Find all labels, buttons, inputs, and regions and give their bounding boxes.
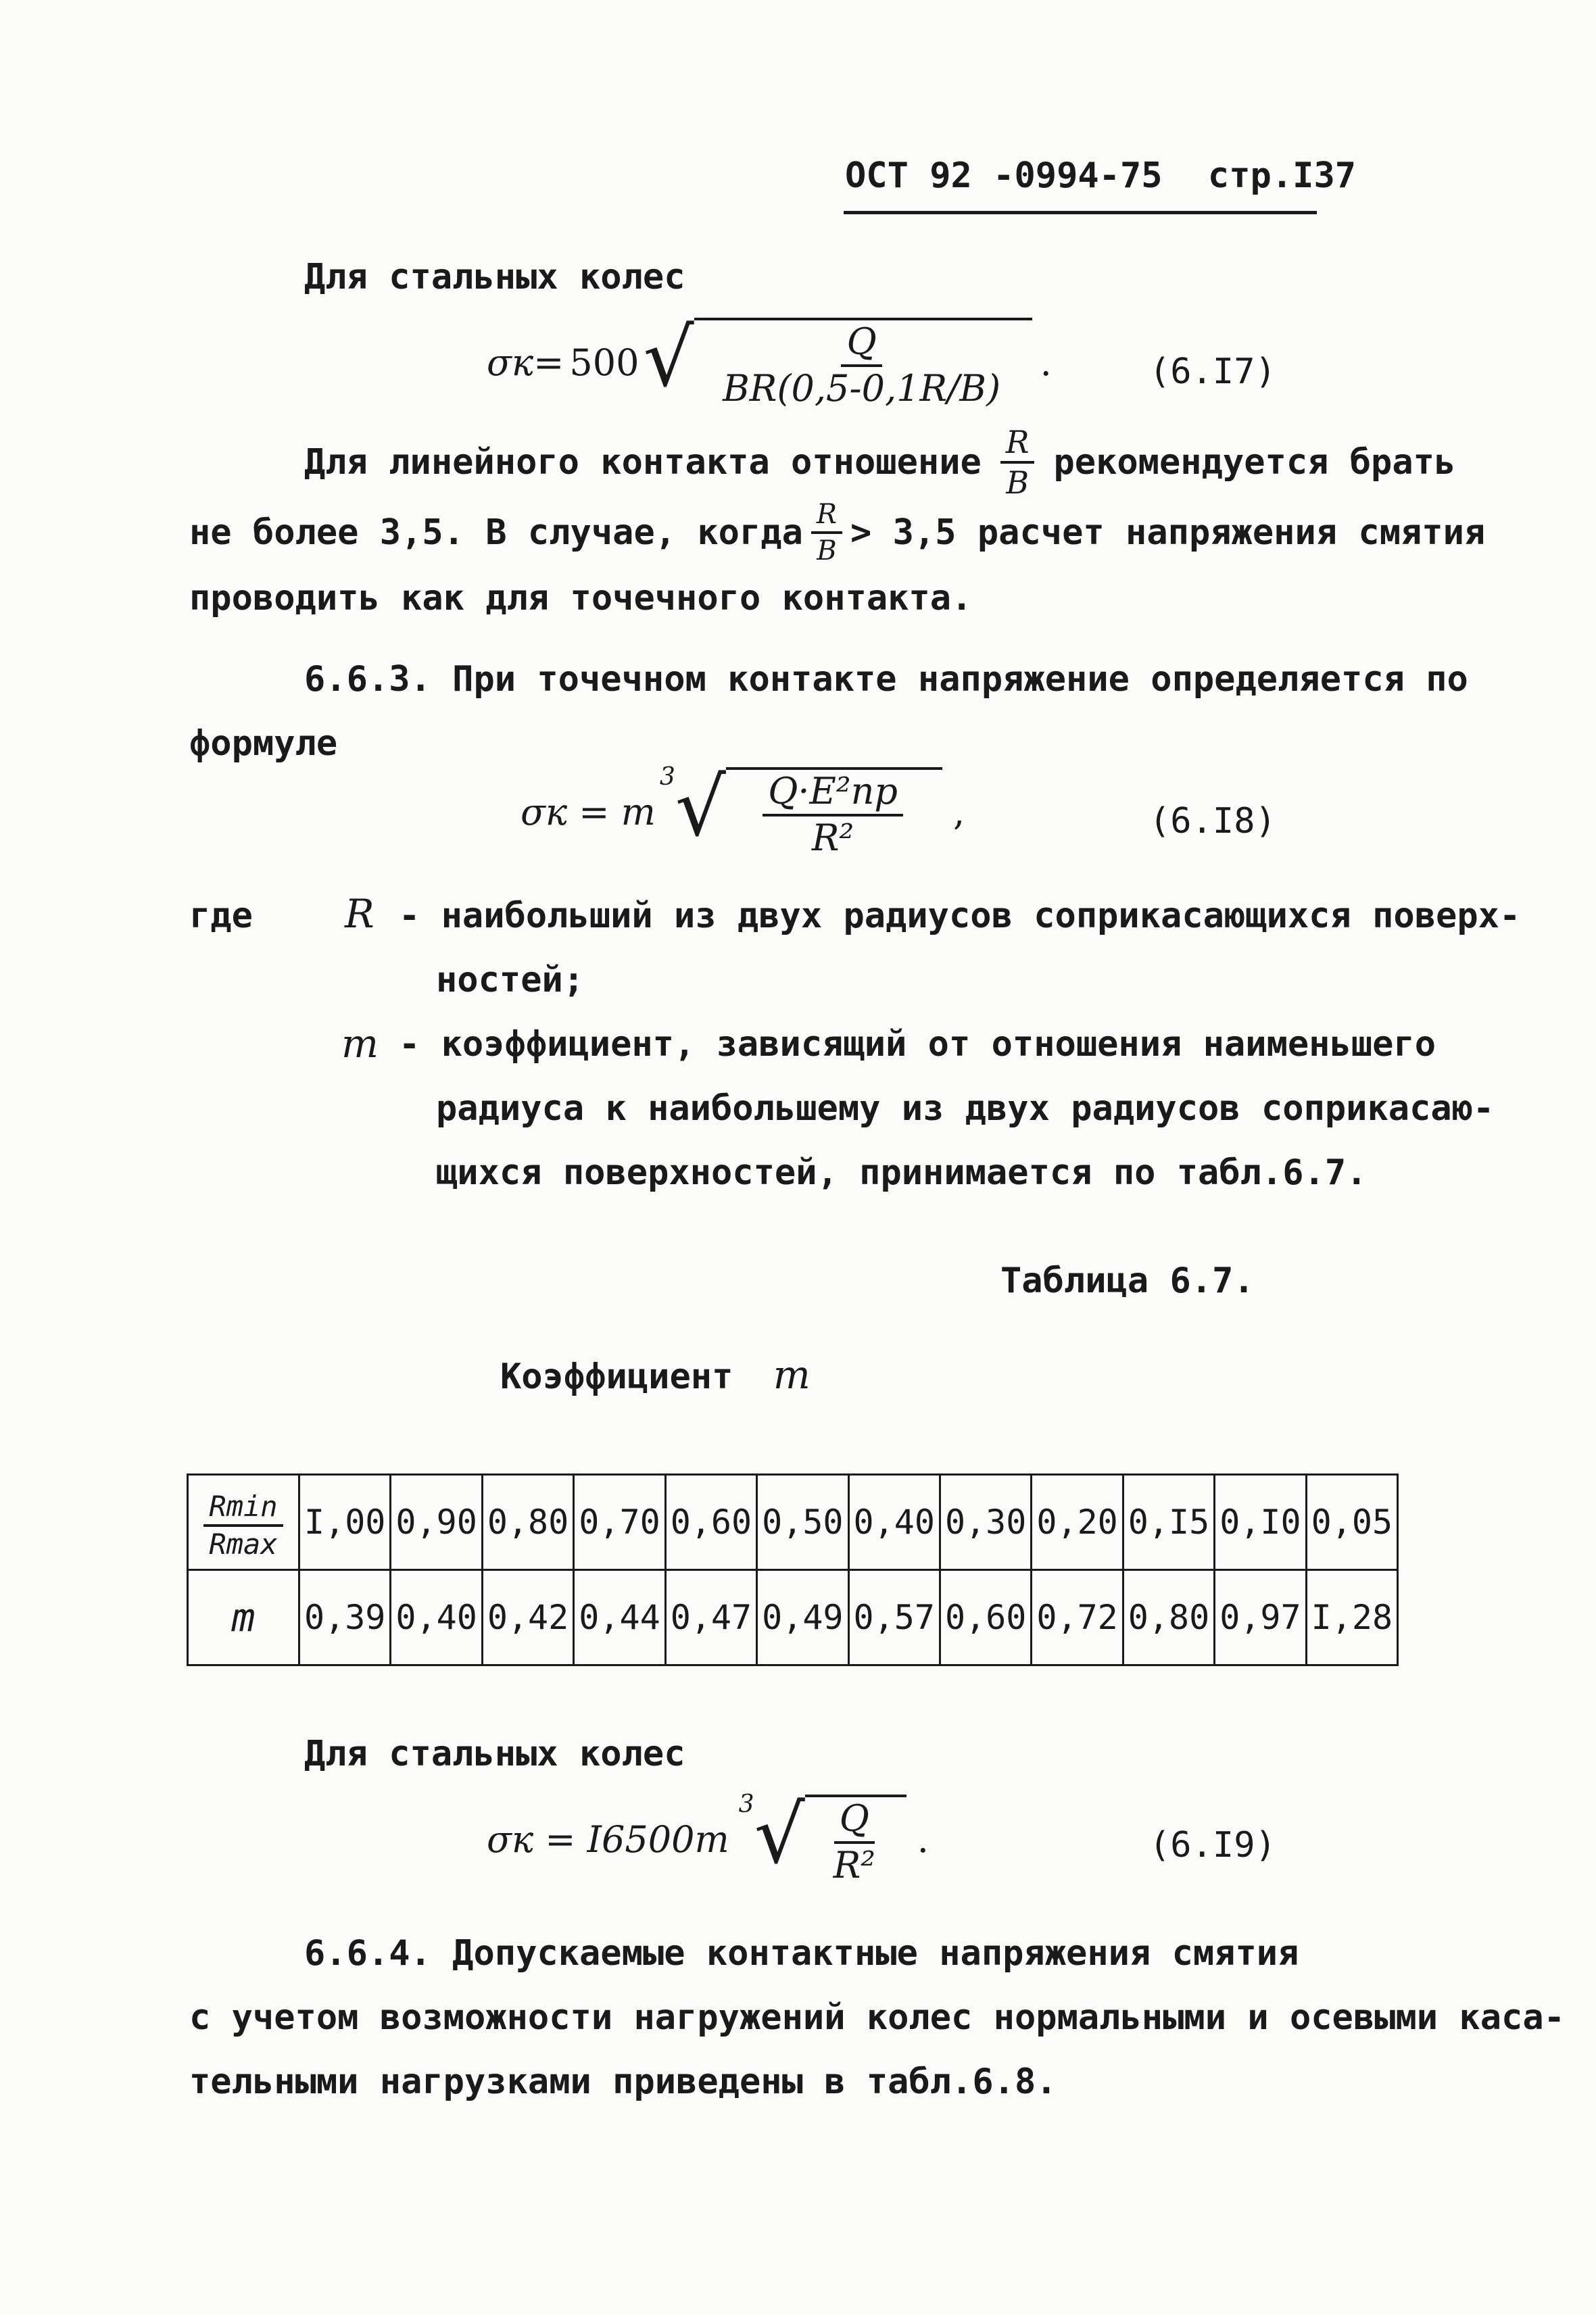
point-contact-line-1: 6.6.3. При точечном контакте напряжение определяется по <box>304 659 1468 700</box>
formula-6-18-number: (6.I8) <box>1149 801 1276 842</box>
table-cell: 0,40 <box>391 1570 482 1665</box>
formula-6-19-numerator: Q <box>834 1800 875 1844</box>
table-cell: 0,90 <box>391 1475 482 1570</box>
header-underline <box>844 211 1317 214</box>
table-cell: 0,I0 <box>1215 1475 1306 1570</box>
formula-6-18-root: 3 √ $\frac{\text{Q·E²пр}}{\text{R²}}$ <box>660 767 942 857</box>
row-label-m: m <box>188 1570 299 1665</box>
table-title: Коэффициент m <box>500 1352 811 1398</box>
table-cell: 0,80 <box>1123 1570 1214 1665</box>
formula-6-17-root: √ $\frac{Q}{BR(0,5-0,1R/B)}$ <box>643 318 1032 408</box>
formula-6-19 <box>487 1788 929 1886</box>
formula-6-17-number: (6.I7) <box>1149 351 1276 392</box>
formula-6-17 <box>487 311 1052 410</box>
table-cell: 0,49 <box>757 1570 848 1665</box>
where-r-line-2: ностей; <box>436 960 585 1000</box>
table-cell: 0,72 <box>1032 1570 1123 1665</box>
table-cell: 0,20 <box>1032 1475 1123 1570</box>
table-cell: 0,44 <box>574 1570 665 1665</box>
formula-6-19-root: 3 √ $\frac{Q}{\text{R²}}$ <box>739 1795 906 1884</box>
table-row-m <box>188 1570 1398 1665</box>
doc-code: ОСТ 92 -0994-75 <box>845 155 1163 196</box>
linear-contact-line-2: не более 3,5. В случае, когда $\frac{R}{B}$ > 3,5 расчет напряжения смятия <box>189 499 1486 566</box>
formula-6-18 <box>521 760 965 859</box>
table-cell: 0,50 <box>757 1475 848 1570</box>
where-m-symbol: m <box>341 1021 379 1067</box>
table-cell: 0,57 <box>848 1570 940 1665</box>
table-cell: 0,70 <box>574 1475 665 1570</box>
formula-6-19-tail: . <box>917 1818 929 1861</box>
formula-6-18-root-index: 3 <box>659 763 675 791</box>
formula-6-18-lhs: σк = m <box>521 791 656 834</box>
table-cell: 0,39 <box>299 1570 391 1665</box>
table-cell: I,28 <box>1306 1570 1397 1665</box>
table-cell: 0,60 <box>940 1570 1031 1665</box>
table-caption: Таблица 6.7. <box>1000 1261 1255 1301</box>
table-row-ratio <box>188 1475 1398 1570</box>
where-m-line-2: радиуса к наибольшему из двух радиусов соприкасаю- <box>436 1088 1495 1129</box>
linear-contact-line-1: Для линейного контакта отношение $\frac{R}{B}$ рекомендуется брать <box>304 424 1456 502</box>
formula-6-17-numerator: Q <box>841 323 881 367</box>
coefficient-table-wrapper <box>187 1473 1472 1666</box>
formula-6-19-denominator: R² <box>833 1843 875 1886</box>
allowable-stress-line-2: с учетом возможности нагружений колес нормальными и осевыми каса- <box>189 1997 1565 2038</box>
table-cell: 0,42 <box>482 1570 573 1665</box>
table-cell: 0,30 <box>940 1475 1031 1570</box>
allowable-stress-line-1: 6.6.4. Допускаемые контактные напряжения смятия <box>304 1933 1299 1974</box>
formula-6-18-denominator: R² <box>811 816 854 859</box>
where-label: где <box>189 896 253 936</box>
where-r-symbol: R <box>345 891 374 937</box>
row-label-rmin-rmax: $\frac{Rmin}{Rmax}$ <box>188 1475 299 1570</box>
page-label: стр.I37 <box>1207 155 1357 196</box>
where-m-line-1: - коэффициент, зависящий от отношения наименьшего <box>399 1024 1436 1065</box>
formula-6-18-tail: , <box>953 791 965 834</box>
table-cell: 0,I5 <box>1123 1475 1214 1570</box>
where-m-line-3: щихся поверхностей, принимается по табл.6.7. <box>436 1152 1368 1193</box>
ratio-r-over-b-2: $\frac{R}{B}$ <box>811 500 842 565</box>
allowable-stress-line-3: тельными нагрузками приведены в табл.6.8. <box>189 2062 1057 2102</box>
formula-6-19-root-index: 3 <box>738 1790 754 1818</box>
steel-wheels-intro-1: Для стальных колес <box>304 257 685 297</box>
table-cell: 0,05 <box>1306 1475 1397 1570</box>
steel-wheels-intro-2: Для стальных колес <box>304 1734 685 1774</box>
table-cell: I,00 <box>299 1475 391 1570</box>
formula-6-17-tail: . <box>1040 341 1052 385</box>
formula-6-18-numerator: Q·E²пр <box>763 773 903 817</box>
where-r-line-1: - наибольший из двух радиусов соприкасающихся поверх- <box>399 896 1521 936</box>
table-cell: 0,97 <box>1215 1570 1306 1665</box>
table-cell: 0,80 <box>482 1475 573 1570</box>
table-cell: 0,40 <box>848 1475 940 1570</box>
formula-6-19-lhs: σк = I6500m <box>487 1818 729 1861</box>
coefficient-table <box>187 1473 1399 1666</box>
formula-6-19-number: (6.I9) <box>1149 1825 1276 1866</box>
doc-header <box>845 155 1356 196</box>
point-contact-line-2: формуле <box>189 723 338 764</box>
linear-contact-line-3: проводить как для точечного контакта. <box>189 578 973 618</box>
ratio-r-over-b: $\frac{R}{B}$ <box>1000 426 1035 499</box>
formula-6-17-denominator: BR(0,5-0,1R/B) <box>723 366 1001 410</box>
formula-6-17-coef: 500 <box>569 341 639 385</box>
table-cell: 0,47 <box>665 1570 756 1665</box>
formula-6-17-lhs: σк= <box>487 341 564 385</box>
table-title-symbol: m <box>773 1352 811 1398</box>
table-cell: 0,60 <box>665 1475 756 1570</box>
